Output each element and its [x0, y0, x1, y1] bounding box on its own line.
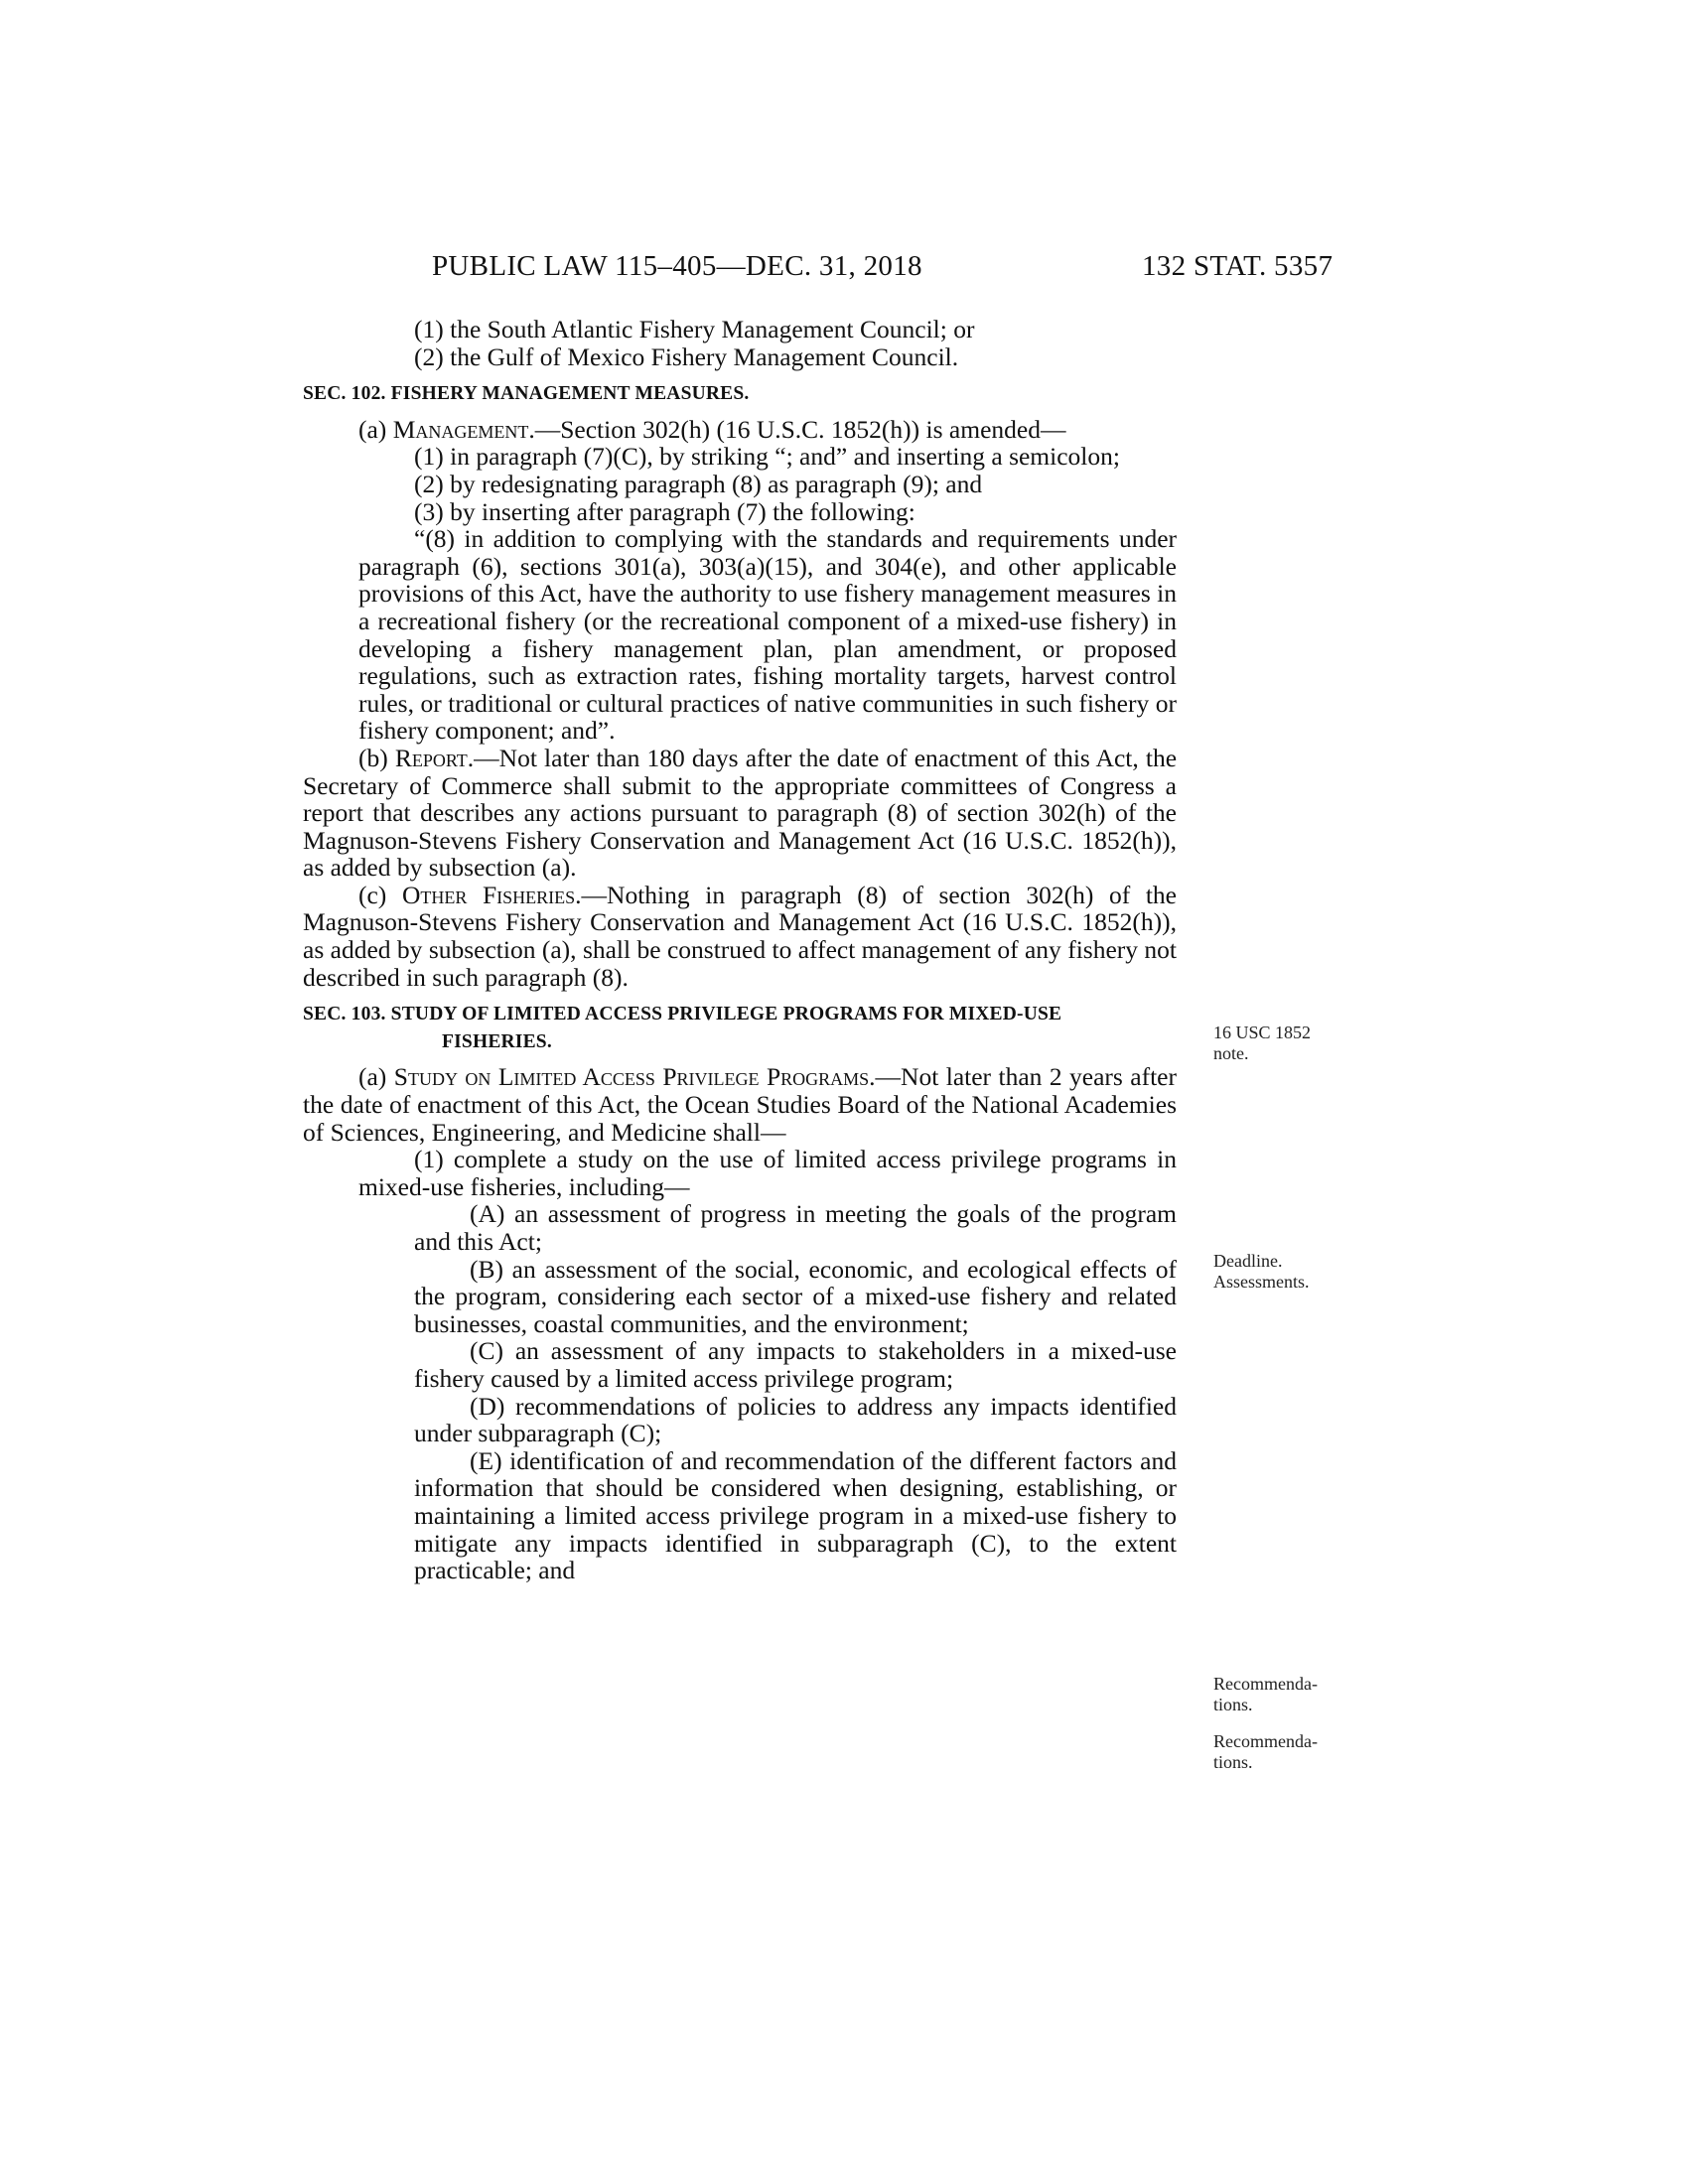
- intro-item-1: (1) the South Atlantic Fishery Management Council; or: [414, 315, 975, 343]
- sec-103-a-label: (a): [358, 1062, 394, 1092]
- intro-item-2: (2) the Gulf of Mexico Fishery Management Council.: [414, 341, 959, 371]
- sec-103-a-1-A: (A) an assessment of progress in meeting the goals of the program and this Act;: [414, 1199, 1177, 1256]
- sec-103-a-text: .—Not later than 2 years after the date of enactment of this Act, the Ocean Studies Board of the National Academies of Sciences, Engineering, and Medicine shall—: [303, 1062, 1177, 1147]
- margin-note-rec2-line2: tions.: [1213, 1752, 1253, 1772]
- sec-103-a-1-C: (C) an assessment of any impacts to stakeholders in a mixed-use fishery caused by a limited access privilege program;: [414, 1336, 1177, 1393]
- sec-102-a-1: (1) in paragraph (7)(C), by striking “; and” and inserting a semicolon;: [414, 442, 1120, 472]
- sec-102-a-text: .—Section 302(h) (16 U.S.C. 1852(h)) is amended—: [528, 414, 1066, 444]
- sec-102-b-text: .—Not later than 180 days after the date of enactment of this Act, the Secretary of Commerce shall submit to the appropriate committees of Congress a report that describes any actions pursuant to paragraph (8) of section 302(h) of the Magnuson-Stevens Fishery Conservation and Management Act (16 U.S.C. 1852(h)), as added by subsection (a).: [303, 743, 1178, 883]
- margin-note-rec1-line1: Recommenda-: [1213, 1674, 1318, 1694]
- sec-102-a: [303, 416, 1177, 444]
- sec-103-a-1-E: (E) identification of and recommendation of the different factors and information that should be considered when designing, establishing, or maintaining a limited access privilege program in a mixed-use fishery to mitigate any impacts identified in subparagraph (C), to the extent practicable; and: [414, 1445, 1177, 1585]
- body-text: [303, 316, 1177, 1584]
- sec-102-a-3: (3) by inserting after paragraph (7) the following:: [414, 496, 915, 526]
- margin-note-rec1-line2: tions.: [1213, 1695, 1253, 1714]
- margin-note-usc: [1213, 1023, 1382, 1064]
- running-header: [0, 250, 1688, 290]
- sec-102-c-label: (c): [358, 880, 402, 909]
- margin-note-assessments: Assessments.: [1213, 1272, 1310, 1292]
- sec-103-a-1: (1) complete a study on the use of limited access privilege programs in mixed-use fisheries, including—: [358, 1145, 1177, 1201]
- sec-102-b-title: Report: [394, 743, 468, 772]
- sec-102-c-title: Other Fisheries: [401, 880, 576, 909]
- header-stat-page: 132 STAT. 5357: [1142, 250, 1334, 282]
- margin-note-recommendations-1: [1213, 1674, 1382, 1715]
- margin-note-usc-line1: 16 USC 1852: [1213, 1023, 1312, 1042]
- margin-note-recommendations-2: [1213, 1731, 1382, 1773]
- sec-102-heading: SEC. 102. FISHERY MANAGEMENT MEASURES.: [303, 383, 750, 405]
- sec-103-a-title: Study on Limited Access Privilege Programs: [393, 1062, 870, 1092]
- sec-102-c-text: .—Nothing in paragraph (8) of section 302(h) of the Magnuson-Stevens Fishery Conservation and Management Act (16 U.S.C. 1852(h)), as added by subsection (a), shall be construed to affect management of any fishery not described in such paragraph (8).: [303, 880, 1177, 992]
- sec-102-a-label: (a): [358, 414, 393, 444]
- sec-102-a-2: (2) by redesignating paragraph (8) as paragraph (9); and: [414, 469, 983, 498]
- margin-note-usc-line2: note.: [1213, 1043, 1249, 1063]
- margin-note-rec2-line1: Recommenda-: [1213, 1731, 1318, 1751]
- sec-102-a-quote: “(8) in addition to complying with the standards and requirements under paragraph (6), sections 301(a), 303(a)(15), and 304(e), and other applicable provisions of this Act, have the authority to use fishery management measures in a recreational fishery (or the recreational component of a mixed-use fishery) in developing a fishery management plan, plan amendment, or proposed regulations, such as extraction rates, fishing mortality targets, harvest control rules, or traditional or cultural practices of native communities in such fishery or fishery component; and”.: [358, 524, 1177, 746]
- margin-note-deadline-assessments: [1213, 1251, 1382, 1293]
- sec-102-b: [303, 745, 1177, 882]
- sec-103-a-1-D: (D) recommendations of policies to address any impacts identified under subparagraph (C);: [414, 1391, 1177, 1448]
- sec-102-c: [303, 882, 1177, 991]
- sec-103-a: [303, 1063, 1177, 1146]
- sec-103-heading: SEC. 103. STUDY OF LIMITED ACCESS PRIVILEGE PROGRAMS FOR MIXED-USE FISHERIES.: [303, 1004, 1062, 1052]
- sec-102-a-title: Management: [392, 414, 529, 444]
- margin-note-deadline: Deadline.: [1213, 1251, 1283, 1271]
- sec-103-a-1-B: (B) an assessment of the social, economic, and ecological effects of the program, considering each sector of a mixed-use fishery and related businesses, coastal communities, and the environment;: [414, 1254, 1177, 1338]
- header-public-law: PUBLIC LAW 115–405—DEC. 31, 2018: [432, 250, 922, 282]
- sec-102-b-label: (b): [358, 743, 395, 772]
